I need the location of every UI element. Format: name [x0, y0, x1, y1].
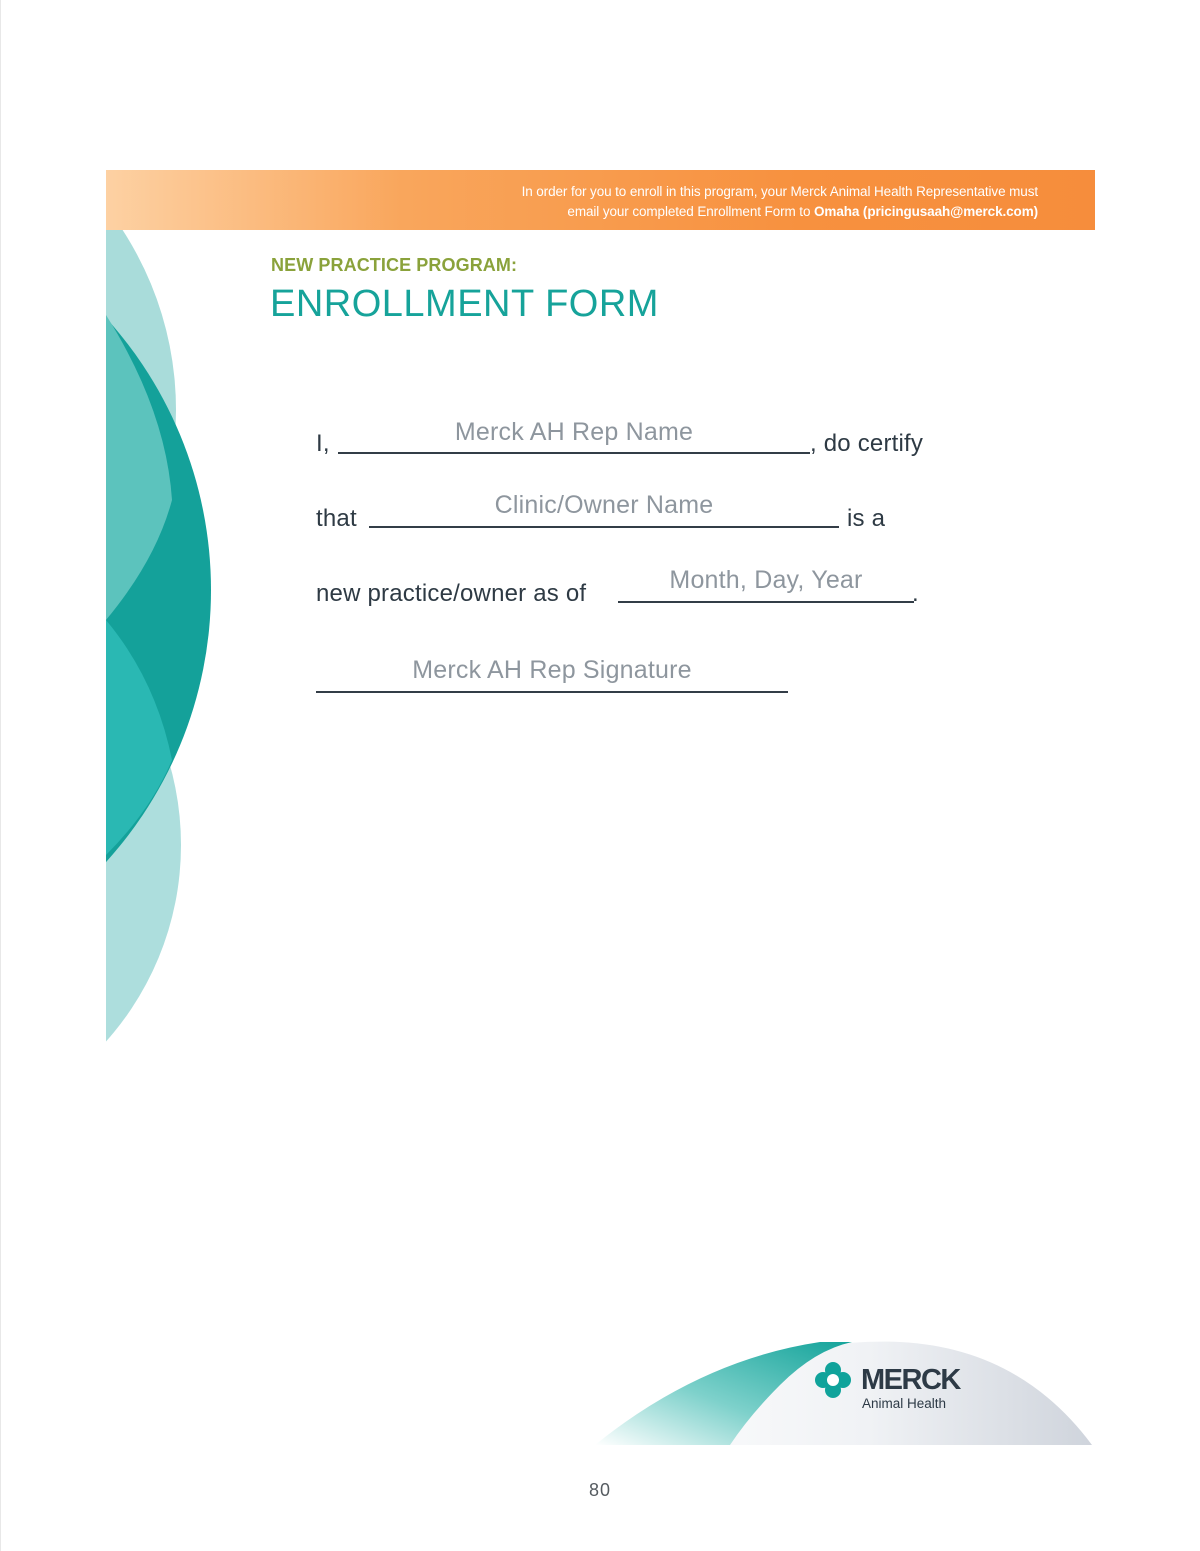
- line3-prefix: new practice/owner as of: [316, 580, 587, 607]
- merck-logo-subtext: Animal Health: [862, 1396, 947, 1411]
- page-title: ENROLLMENT FORM: [270, 283, 659, 325]
- line1-suffix: , do certify: [810, 430, 924, 457]
- rep-name-field[interactable]: [338, 452, 810, 454]
- decorative-circles: [106, 230, 226, 1060]
- page-number: 80: [588, 1480, 612, 1500]
- banner-email: Omaha (pricingusaah@merck.com): [814, 204, 1038, 219]
- signature-placeholder: Merck AH Rep Signature: [412, 656, 692, 684]
- clinic-name-placeholder: Clinic/Owner Name: [494, 491, 714, 519]
- line3-suffix: .: [912, 580, 919, 607]
- line1-prefix: I,: [316, 430, 330, 457]
- banner-line-2: [398, 202, 1038, 222]
- rep-name-placeholder: Merck AH Rep Name: [454, 418, 694, 446]
- banner-line-2-prefix: email your completed Enrollment Form to: [567, 204, 815, 219]
- line2-prefix: that: [316, 505, 357, 532]
- instruction-banner: [106, 170, 1095, 230]
- program-eyebrow: NEW PRACTICE PROGRAM:: [271, 255, 518, 275]
- signature-field[interactable]: [316, 691, 788, 693]
- footer-arc: [590, 1330, 1095, 1450]
- banner-text: [398, 182, 1038, 222]
- clinic-name-field[interactable]: [369, 526, 839, 528]
- date-placeholder: Month, Day, Year: [669, 566, 863, 594]
- merck-logo-text: MERCK: [861, 1364, 960, 1396]
- banner-line-1: In order for you to enroll in this program, your Merck Animal Health Representative must: [521, 184, 1038, 199]
- date-field[interactable]: [618, 601, 914, 603]
- line2-suffix: is a: [847, 505, 886, 532]
- page-edge: [0, 0, 1, 1551]
